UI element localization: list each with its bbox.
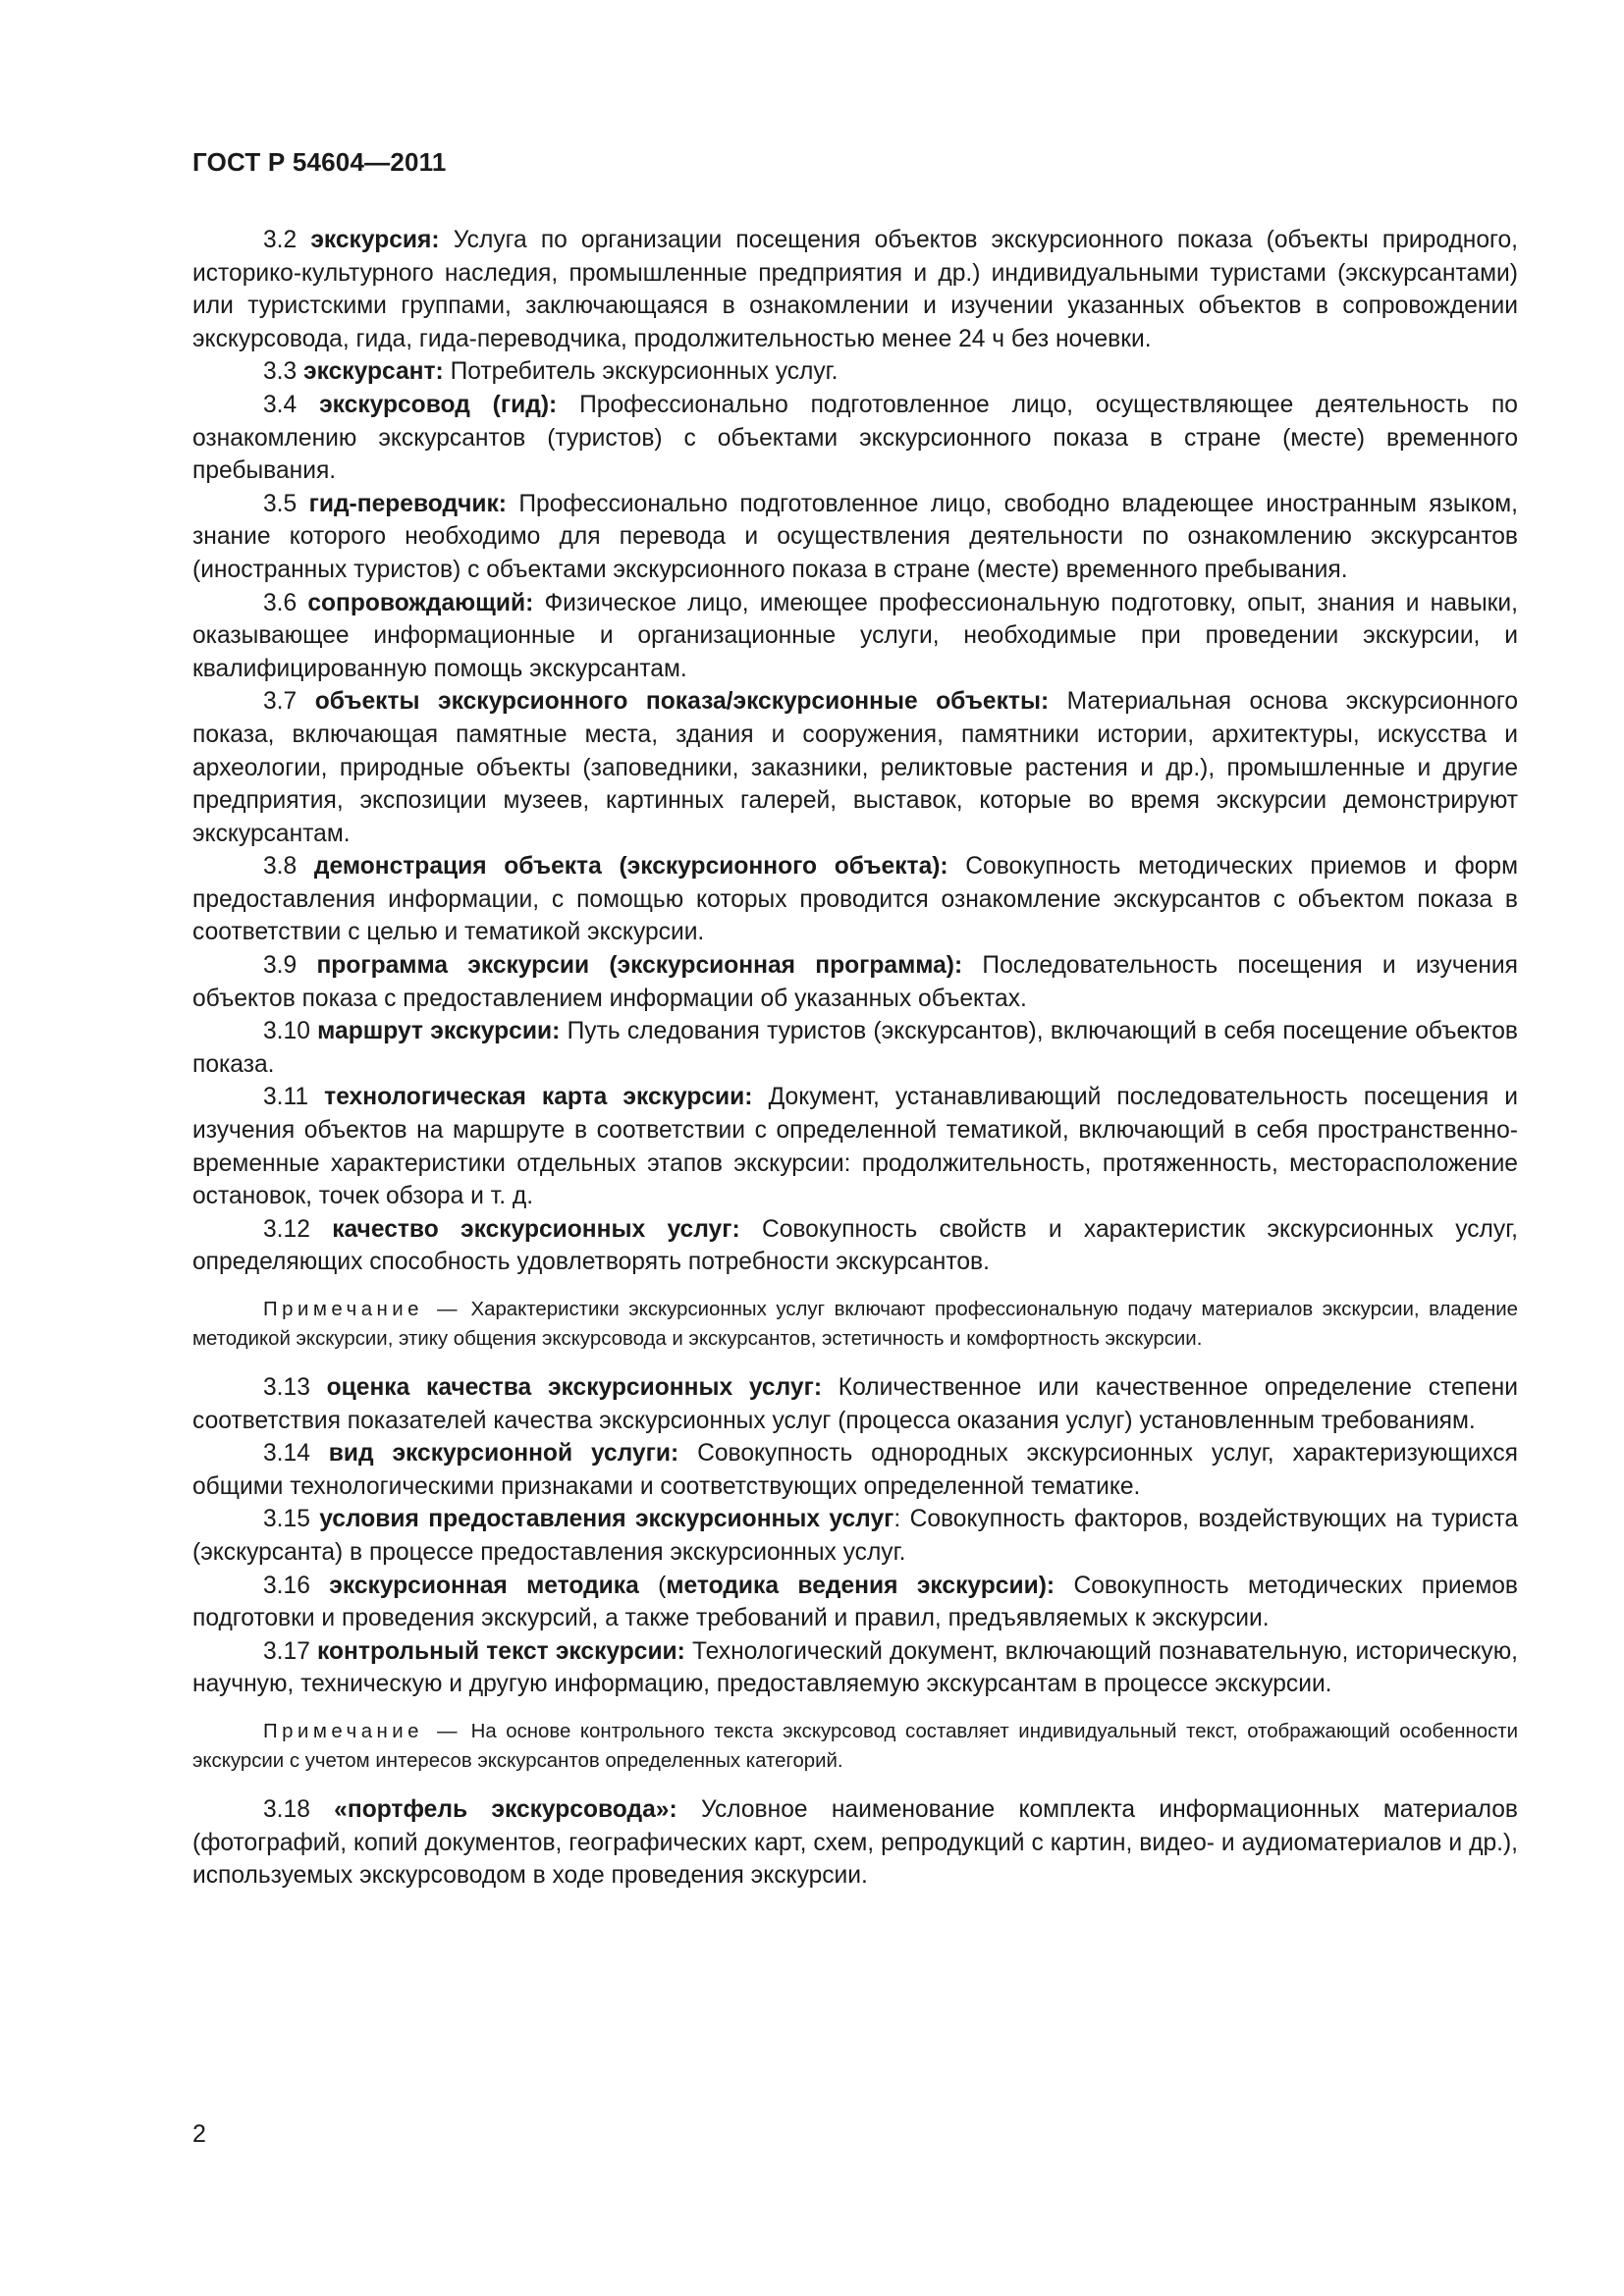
entry-term: демонстрация объекта (экскурсионного объекта): (313, 853, 948, 881)
entry-text: Путь следования туристов (экскурсантов), включающий в себя посещение объектов показа. (192, 1018, 1518, 1078)
document-header: ГОСТ Р 54604—2011 (192, 147, 447, 177)
note-text: Характеристики экскурсионных услуг включают профессиональную подачу материалов экскурсии, владение методикой экскурсии, этику общения экскурсовода и экскурсантов, эстетичность и комфортность экскурсии. (192, 1299, 1518, 1350)
entry-text: Профессионально подготовленное лицо, осуществляющее деятельность по ознакомлению экскурсантов (туристов) с объектами экскурсионного показа в стране (месте) временного пребывания. (192, 391, 1518, 485)
entry-term-separator: ( (638, 1572, 667, 1599)
definition-3-12 (192, 1213, 1518, 1279)
definition-3-6 (192, 587, 1518, 686)
entry-text: Совокупность методических приемов подготовки и проведения экскурсий, а также требований и правил, предъявляемых к экскурсии. (192, 1572, 1518, 1632)
entry-number: 3.12 (263, 1215, 310, 1243)
entry-term: сопровождающий: (307, 589, 534, 616)
definition-3-8 (192, 850, 1518, 949)
entry-text: Профессионально подготовленное лицо, свободно владеющее иностранным языком, знание которого необходимо для перевода и осуществления деятельности по ознакомлению экскурсантов (иностранных туристов) с объектами экскурсионного показа в стране (месте) временного пребывания. (192, 490, 1518, 583)
entry-term: гид-переводчик: (308, 490, 507, 517)
entry-text: Потребитель экскурсионных услуг. (450, 358, 839, 386)
entry-number: 3.9 (263, 952, 298, 980)
definition-3-4 (192, 389, 1518, 488)
entry-text: Технологический документ, включающий познавательную, историческую, научную, техническую и другую информацию, предоставляемую экскурсантам в процессе экскурсии. (192, 1637, 1518, 1698)
definition-3-16 (192, 1570, 1518, 1635)
entry-number: 3.3 (263, 358, 298, 386)
definition-3-18 (192, 1793, 1518, 1893)
entry-term: программа экскурсии (экскурсионная программа): (316, 952, 963, 980)
entry-number: 3.8 (263, 853, 298, 881)
definition-3-14 (192, 1437, 1518, 1503)
entry-term: условия предоставления экскурсионных услуг (319, 1506, 894, 1533)
entry-term: вид экскурсионной услуги: (328, 1440, 679, 1468)
entry-number: 3.17 (263, 1637, 310, 1665)
entry-term: объекты экскурсионного показа/экскурсионные объекты: (314, 688, 1050, 716)
entry-term: маршрут экскурсии: (317, 1018, 561, 1045)
document-body (192, 224, 1518, 1893)
entry-term: экскурсант: (303, 358, 444, 386)
entry-text: Услуга по организации посещения объектов экскурсионного показа (объекты природного, историко-культурного наследия, промышленные предприятия и др.) индивидуальными туристами (экскурсантами) или туристскими группами, заключающаяся в ознакомлении и изучении указанных объектов в сопровождении экскурсовода, гида, гида-переводчика, продолжительностью менее 24 ч без ночевки. (192, 227, 1519, 352)
note-text: На основе контрольного текста экскурсовод составляет индивидуальный текст, отображающий особенности экскурсии с учетом интересов экскурсантов определенных категорий. (192, 1720, 1518, 1772)
entry-text: Физическое лицо, имеющее профессиональную подготовку, опыт, знания и навыки, оказывающее информационные и организационные услуги, необходимые при проведении экскурсии, и квалифицированную помощь экскурсантам. (192, 589, 1518, 682)
definition-3-11 (192, 1081, 1518, 1212)
entry-term: качество экскурсионных услуг: (332, 1215, 740, 1243)
entry-number: 3.10 (263, 1018, 310, 1045)
entry-text: Условное наименование комплекта информационных материалов (фотографий, копий документов, географических карт, схем, репродукций с картин, видео- и аудиоматериалов и др.), используемых экскурсоводом в ходе проведения экскурсии. (192, 1795, 1519, 1890)
entry-text: Материальная основа экскурсионного показа, включающая памятные места, здания и сооружения, памятники истории, архитектуры, искусства и археологии, природные объекты (заповедники, заказники, реликтовые растения и др.), промышленные и другие предприятия, экспозиции музеев, картинных галерей, выставок, которые во время экскурсии демонстрируют экскурсантам. (192, 688, 1518, 847)
entry-term: контрольный текст экскурсии: (317, 1637, 685, 1665)
definition-3-2 (192, 224, 1518, 355)
entry-term-alt: методика ведения экскурсии): (666, 1572, 1056, 1599)
entry-term: «портфель экскурсовода»: (334, 1795, 677, 1823)
note-3-17 (192, 1717, 1518, 1776)
entry-number: 3.13 (263, 1374, 310, 1401)
entry-number: 3.5 (263, 490, 298, 517)
definition-3-3 (192, 355, 1518, 389)
definition-3-5 (192, 488, 1518, 587)
definition-3-15 (192, 1503, 1518, 1569)
entry-term: экскурсионная методика (329, 1572, 639, 1599)
definition-3-13 (192, 1371, 1518, 1437)
entry-number: 3.18 (263, 1795, 310, 1823)
entry-text: Совокупность методических приемов и форм предоставления информации, с помощью которых проводится ознакомление экскурсантов с объектом показа в соответствии с целью и тематикой экскурсии. (192, 853, 1518, 946)
entry-number: 3.16 (263, 1572, 310, 1599)
entry-number: 3.11 (263, 1084, 309, 1111)
entry-term: экскурсовод (гид): (319, 391, 558, 418)
entry-number: 3.15 (263, 1506, 310, 1533)
definition-3-17 (192, 1635, 1518, 1701)
entry-term: технологическая карта экскурсии: (324, 1084, 753, 1111)
entry-text: Количественное или качественное определение степени соответствия показателей качества экскурсионных услуг (процесса оказания услуг) установленным требованиям. (192, 1374, 1518, 1434)
note-label: Примечание — (263, 1720, 461, 1742)
entry-text: : Совокупность факторов, воздействующих на туриста (экскурсанта) в процессе предоставления экскурсионных услуг. (192, 1506, 1518, 1566)
definition-3-7 (192, 685, 1518, 850)
page-number: 2 (192, 2120, 206, 2148)
definition-3-10 (192, 1015, 1518, 1081)
note-label: Примечание — (263, 1299, 461, 1320)
definition-3-9 (192, 949, 1518, 1015)
entry-term: оценка качества экскурсионных услуг: (326, 1374, 823, 1401)
entry-text: Совокупность однородных экскурсионных услуг, характеризующихся общими технологическими признаками и соответствующих определенной тематике. (192, 1440, 1518, 1500)
entry-number: 3.7 (263, 688, 298, 716)
entry-text: Совокупность свойств и характеристик экскурсионных услуг, определяющих способность удовлетворять потребности экскурсантов. (192, 1215, 1518, 1276)
entry-number: 3.4 (263, 391, 298, 418)
entry-number: 3.14 (263, 1440, 310, 1468)
entry-text: Последовательность посещения и изучения объектов показа с предоставлением информации об указанных объектах. (192, 952, 1518, 1012)
entry-term: экскурсия: (310, 227, 440, 253)
entry-number: 3.6 (263, 589, 298, 616)
entry-number: 3.2 (263, 227, 298, 253)
entry-text: Документ, устанавливающий последовательность посещения и изучения объектов на маршруте в соответствии с определенной тематикой, включающий в себя пространственно-временные характеристики отдельных этапов экскурсии: продолжительность, протяженность, месторасположение остановок, точек обзора и т. д. (192, 1084, 1518, 1210)
note-3-12 (192, 1295, 1518, 1354)
